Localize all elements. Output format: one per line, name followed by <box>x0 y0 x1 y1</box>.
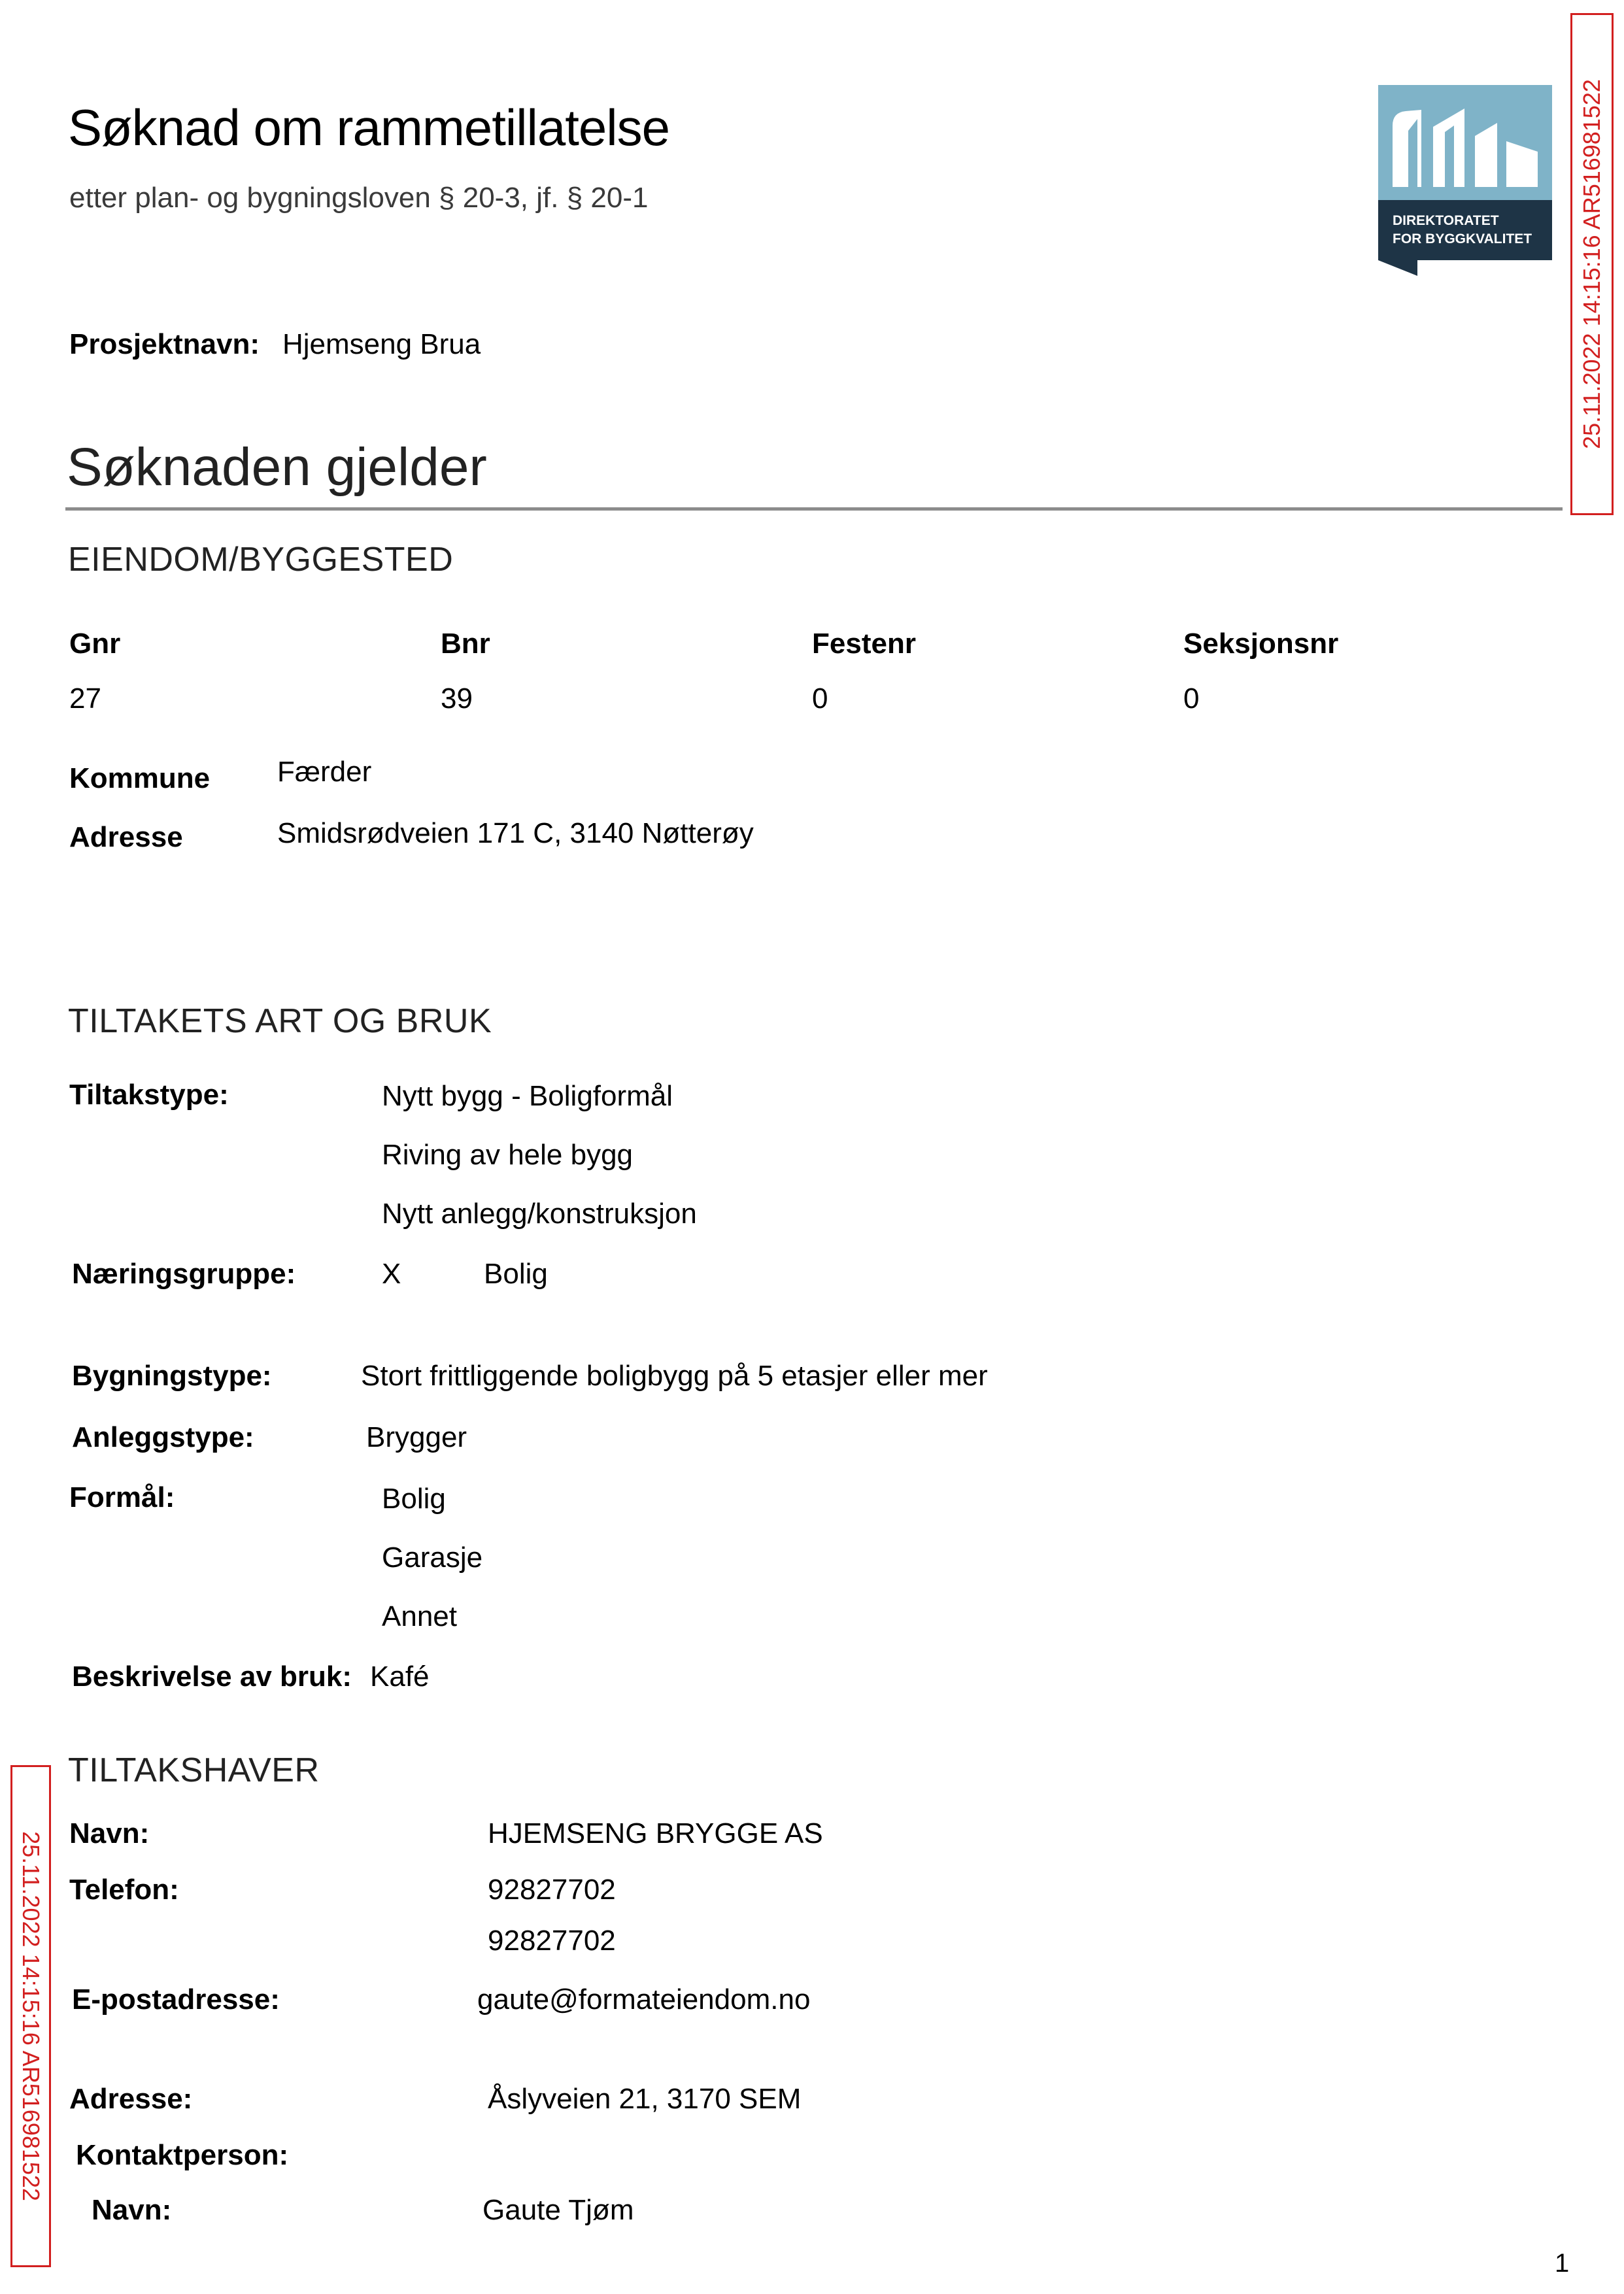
telefon-value: 92827702 <box>488 1925 616 1957</box>
anleggstype-value: Brygger <box>366 1421 467 1453</box>
festenr-value: 0 <box>812 683 828 715</box>
stamp-bottom-left <box>10 1765 51 2267</box>
epost-label: E-postadresse: <box>72 1983 280 2016</box>
eiendom-heading: EIENDOM/BYGGESTED <box>68 541 454 579</box>
bygningstype-value: Stort frittliggende boligbygg på 5 etasjer eller mer <box>361 1360 988 1392</box>
seksjonsnr-value: 0 <box>1183 683 1200 715</box>
beskrivelse-value: Kafé <box>370 1661 430 1693</box>
stamp-bottom-text: 25.11.2022 14:15:16 AR516981522 <box>18 1831 44 2201</box>
logo-line1: DIREKTORATET <box>1393 213 1499 228</box>
stamp-top-text: 25.11.2022 14:15:16 AR516981522 <box>1578 79 1605 449</box>
project-name-value: Hjemseng Brua <box>282 328 481 360</box>
tiltakshaver-adresse-label: Adresse: <box>69 2083 193 2115</box>
anleggstype-label: Anleggstype: <box>72 1421 254 1453</box>
dibk-logo <box>1378 85 1552 276</box>
tiltak-heading: TILTAKETS ART OG BRUK <box>68 1002 492 1040</box>
document-subtitle: etter plan- og bygningsloven § 20-3, jf. § 20-1 <box>69 182 649 214</box>
naeringsgruppe-label: Næringsgruppe: <box>72 1258 296 1290</box>
formal-item: Garasje <box>382 1542 483 1574</box>
bnr-value: 39 <box>441 683 473 715</box>
gnr-value: 27 <box>69 683 101 715</box>
festenr-label: Festenr <box>812 628 916 660</box>
tiltakstype-item: Nytt anlegg/konstruksjon <box>382 1198 697 1230</box>
gnr-label: Gnr <box>69 628 121 660</box>
formal-label: Formål: <box>69 1481 175 1513</box>
tiltakshaver-adresse-value: Åslyveien 21, 3170 SEM <box>488 2083 802 2115</box>
kommune-value: Færder <box>277 756 372 788</box>
telefon-label: Telefon: <box>69 1874 179 1906</box>
telefon-value: 92827702 <box>488 1874 616 1906</box>
epost-value: gaute@formateiendom.no <box>477 1983 811 2016</box>
formal-item: Bolig <box>382 1483 446 1515</box>
tiltakshaver-navn-label: Navn: <box>69 1817 150 1849</box>
adresse-label: Adresse <box>69 821 183 853</box>
kommune-label: Kommune <box>69 762 211 794</box>
kontakt-navn-label: Navn: <box>92 2194 172 2226</box>
naeringsgruppe-value: Bolig <box>484 1258 548 1290</box>
tiltakstype-label: Tiltakstype: <box>69 1079 229 1111</box>
tiltakstype-item: Nytt bygg - Boligformål <box>382 1080 673 1112</box>
tiltakshaver-navn-value: HJEMSENG BRYGGE AS <box>488 1817 823 1849</box>
project-name-label: Prosjektnavn: <box>69 328 260 360</box>
adresse-value: Smidsrødveien 171 C, 3140 Nøtterøy <box>277 817 754 849</box>
tiltakshaver-heading: TILTAKSHAVER <box>68 1751 320 1789</box>
logo-line2: FOR BYGGKVALITET <box>1393 231 1532 246</box>
formal-item: Annet <box>382 1600 457 1632</box>
bygningstype-label: Bygningstype: <box>72 1360 272 1392</box>
section-heading: Søknaden gjelder <box>67 437 487 497</box>
section-divider <box>65 507 1563 511</box>
document-title: Søknad om rammetillatelse <box>68 99 669 156</box>
kontakt-navn-value: Gaute Tjøm <box>482 2194 634 2226</box>
page-number: 1 <box>1555 2249 1570 2278</box>
beskrivelse-label: Beskrivelse av bruk: <box>72 1661 352 1693</box>
kontaktperson-label: Kontaktperson: <box>76 2139 289 2171</box>
stamp-top-right <box>1570 13 1614 515</box>
naeringsgruppe-code: X <box>382 1258 401 1290</box>
tiltakstype-item: Riving av hele bygg <box>382 1139 634 1171</box>
bnr-label: Bnr <box>441 628 490 660</box>
seksjonsnr-label: Seksjonsnr <box>1183 628 1339 660</box>
